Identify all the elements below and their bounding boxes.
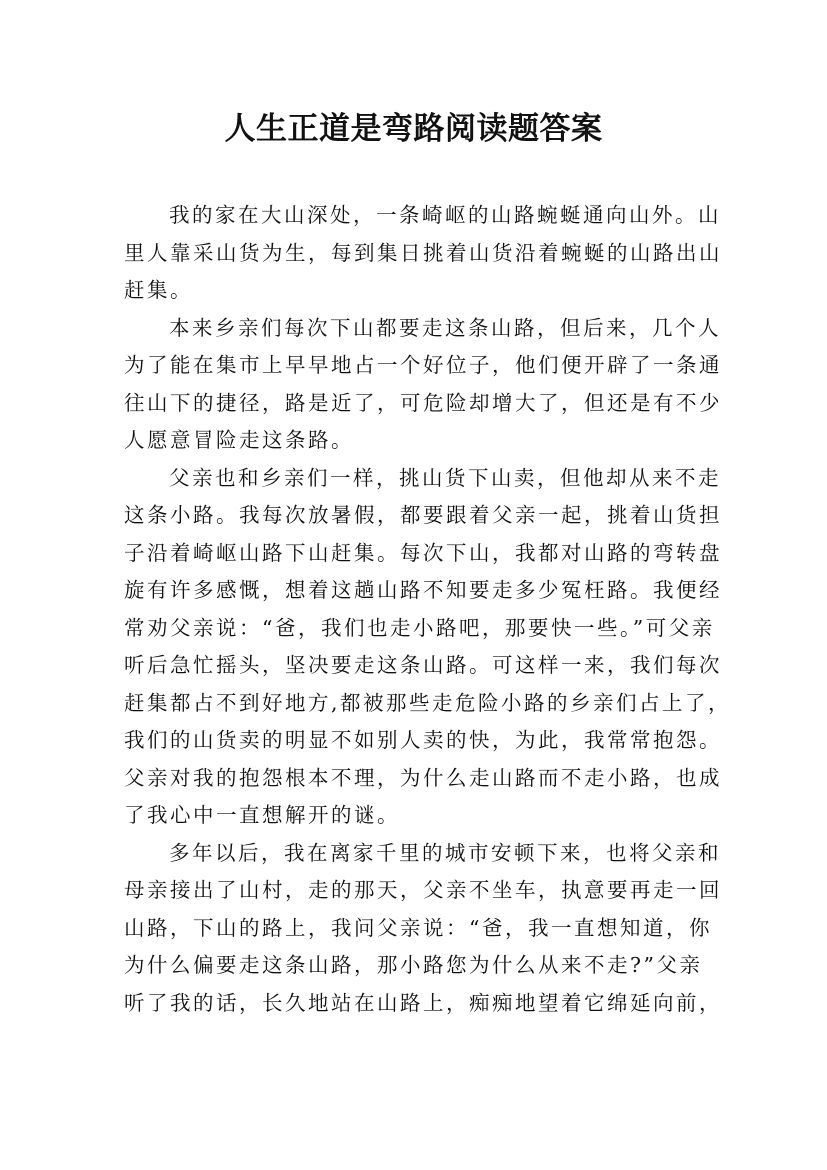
paragraph-line: 为什么偏要走这条山路，那小路您为什么从来不走?”父亲 <box>124 953 703 977</box>
paragraph-line: 本来乡亲们每次下山都要走这条山路，但后来，几个人 <box>169 315 721 340</box>
paragraph-line: 往山下的捷径，路是近了，可危险却增大了，但还是有不少 <box>124 390 722 415</box>
paragraph-line: 听后急忙摇头，坚决要走这条山路。可这样一来，我们每次 <box>124 653 722 677</box>
document-body <box>124 197 732 1022</box>
paragraph-line: 我的家在大山深处，一条崎岖的山路蜿蜒通向山外。山 <box>169 203 721 227</box>
paragraph-line: 里人靠采山货为生，每到集日挑着山货沿着蜿蜒的山路出山 <box>124 240 722 265</box>
paragraph-1 <box>124 197 722 310</box>
paragraph-line: 多年以后，我在离家千里的城市安顿下来，也将父亲和 <box>169 840 721 865</box>
paragraph-line: 山路，下山的路上，我问父亲说：“爸，我一直想知道，你 <box>124 915 712 940</box>
paragraph-line: 父亲也和乡亲们一样，挑山货下山卖，但他却从来不走 <box>169 465 721 490</box>
paragraph-line: 父亲对我的抱怨根本不理，为什么走山路而不走小路，也成 <box>124 765 722 790</box>
paragraph-line: 赶集。 <box>124 278 193 302</box>
paragraph-line: 赶集都占不到好地方,都被那些走危险小路的乡亲们占上了， <box>124 690 732 715</box>
paragraph-line: 母亲接出了山村，走的那天，父亲不坐车，执意要再走一回 <box>124 878 722 902</box>
paragraph-line: 旋有许多感慨，想着这趟山路不知要走多少冤枉路。我便经 <box>124 578 722 602</box>
paragraph-line: 这条小路。我每次放暑假，都要跟着父亲一起，挑着山货担 <box>124 503 722 527</box>
paragraph-line: 听了我的话，长久地站在山路上，痴痴地望着它绵延向前， <box>124 990 722 1015</box>
paragraph-2 <box>124 310 722 460</box>
document-title: 人生正道是弯路阅读题答案 <box>224 111 603 147</box>
paragraph-line: 子沿着崎岖山路下山赶集。每次下山，我都对山路的弯转盘 <box>124 540 722 565</box>
paragraph-3 <box>124 460 732 835</box>
paragraph-4 <box>124 835 722 1023</box>
paragraph-line: 人愿意冒险走这条路。 <box>124 428 354 452</box>
paragraph-line: 我们的山货卖的明显不如别人卖的快，为此，我常常抱怨。 <box>124 728 722 752</box>
paragraph-line: 常劝父亲说：“爸，我们也走小路吧，那要快一些。”可父亲 <box>124 615 715 640</box>
paragraph-line: 了我心中一直想解开的谜。 <box>124 803 400 827</box>
paragraph-line: 为了能在集市上早早地占一个好位子，他们便开辟了一条通 <box>124 353 722 377</box>
